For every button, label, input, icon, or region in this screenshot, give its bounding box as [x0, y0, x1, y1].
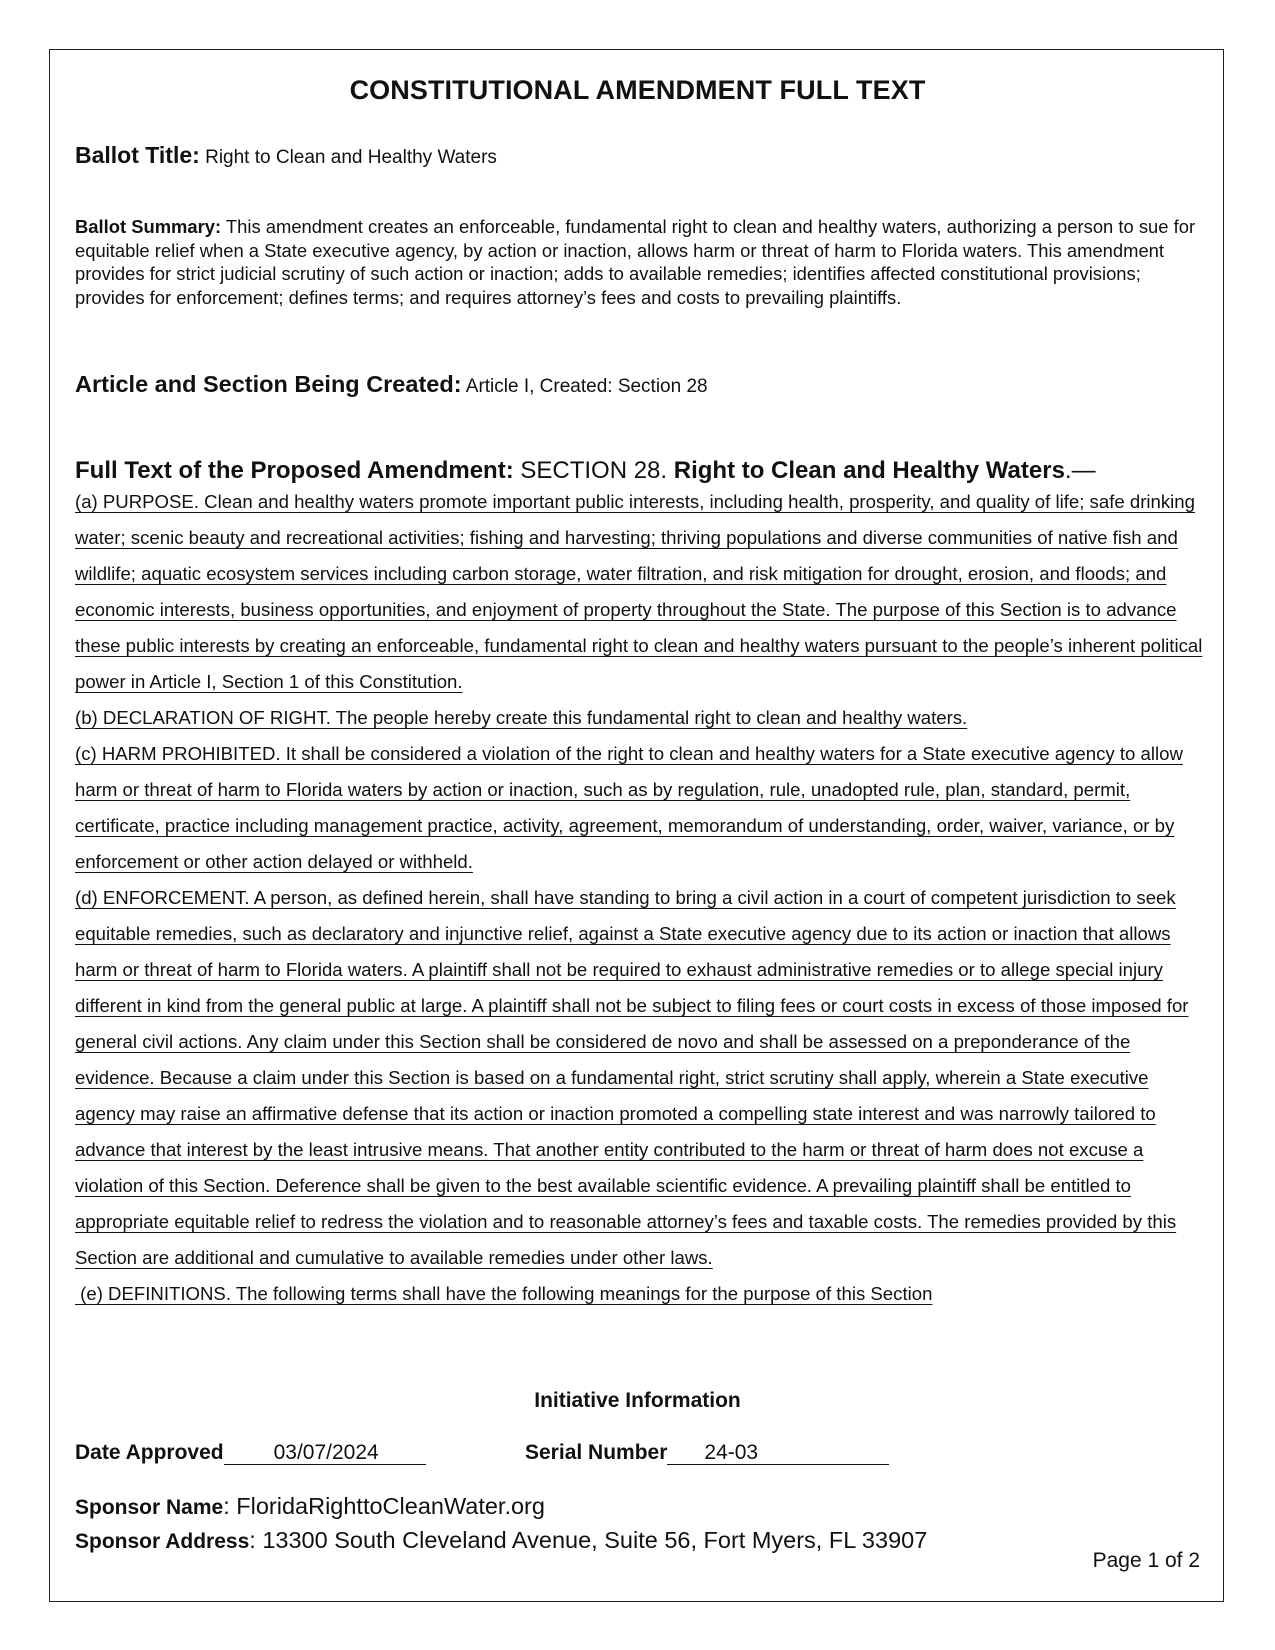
- document-title: CONSTITUTIONAL AMENDMENT FULL TEXT: [349, 75, 926, 105]
- paragraph-definitions: (e) DEFINITIONS. The following terms shall have the following meanings for the purpose of this Section: [75, 1283, 933, 1304]
- serial-number-label: Serial Number: [525, 1441, 668, 1464]
- ballot-title-label: Ballot Title:: [75, 142, 200, 168]
- ballot-title-line: [75, 142, 497, 169]
- sponsor-address-line: Sponsor Address: 13300 South Cleveland Avenue, Suite 56, Fort Myers, FL 33907: [75, 1527, 928, 1553]
- section-name: Right to Clean and Healthy Waters: [673, 457, 1065, 484]
- sponsor-block: [75, 1490, 927, 1558]
- ballot-title-value: Right to Clean and Healthy Waters: [205, 147, 497, 168]
- initiative-information-heading: Initiative Information: [534, 1389, 741, 1412]
- serial-number-value: 24-03: [667, 1442, 889, 1465]
- section-dash: .—: [1064, 457, 1096, 484]
- page-number: Page 1 of 2: [1092, 1549, 1200, 1572]
- serial-number-line: [525, 1441, 889, 1465]
- article-section-label: Article and Section Being Created:: [75, 371, 462, 397]
- ballot-summary-text: This amendment creates an enforceable, fundamental right to clean and healthy waters, authorizing a person to sue for equitable relief when a State executive agency, by action or inaction, allows harm or threat of harm to Florida waters. This amendment provides for strict judicial scrutiny of such action or inaction; adds to available remedies; identifies affected constitutional provisions; provides for enforcement; defines terms; and requires attorney’s fees and costs to prevailing plaintiffs.: [75, 216, 1196, 308]
- sponsor-name-line: Sponsor Name: FloridaRighttoCleanWater.org: [75, 1493, 545, 1519]
- date-approved-value: 03/07/2024: [224, 1442, 426, 1465]
- paragraph-purpose: (a) PURPOSE. Clean and healthy waters promote important public interests, including health, prosperity, and quality of life; safe drinking water; scenic beauty and recreational activities; fishing and harvesting; thriving populations and diverse communities of native fish and wildlife; aquatic ecosystem services including carbon storage, water filtration, and risk mitigation for drought, erosion, and floods; and economic interests, business opportunities, and enjoyment of property throughout the State. The purpose of this Section is to advance these public interests by creating an enforceable, fundamental right to clean and healthy waters pursuant to the people’s inherent political power in Article I, Section 1 of this Constitution.: [75, 491, 1203, 692]
- ballot-summary: [75, 215, 1205, 309]
- date-approved-line: [75, 1441, 426, 1465]
- article-section-value: Article I, Created: Section 28: [465, 376, 708, 397]
- paragraph-declaration: (b) DECLARATION OF RIGHT. The people hereby create this fundamental right to clean and healthy waters.: [75, 707, 968, 728]
- paragraph-harm-prohibited: (c) HARM PROHIBITED. It shall be considered a violation of the right to clean and healthy waters for a State executive agency to allow harm or threat of harm to Florida waters by action or inaction, such as by regulation, rule, unadopted rule, plan, standard, permit, certificate, practice including management practice, activity, agreement, memorandum of understanding, order, waiver, variance, or by enforcement or other action delayed or withheld.: [75, 743, 1183, 872]
- paragraph-enforcement: (d) ENFORCEMENT. A person, as defined herein, shall have standing to bring a civil action in a court of competent jurisdiction to seek equitable remedies, such as declaratory and injunctive relief, against a State executive agency due to its action or inaction that allows harm or threat of harm to Florida waters. A plaintiff shall not be required to exhaust administrative remedies or to allege special injury different in kind from the general public at large. A plaintiff shall not be subject to filing fees or court costs in excess of those imposed for general civil actions. Any claim under this Section shall be considered de novo and shall be assessed on a preponderance of the evidence. Because a claim under this Section is based on a fundamental right, strict scrutiny shall apply, wherein a State executive agency may raise an affirmative defense that its action or inaction promoted a compelling state interest and was narrowly tailored to advance that interest by the least intrusive means. That another entity contributed to the harm or threat of harm does not excuse a violation of this Section. Deference shall be given to the best available scientific evidence. A prevailing plaintiff shall be entitled to appropriate equitable relief to redress the violation and to reasonable attorney’s fees and taxable costs. The remedies provided by this Section are additional and cumulative to available remedies under other laws.: [75, 887, 1189, 1268]
- full-text-heading: [75, 457, 1096, 485]
- section-number: SECTION 28.: [520, 457, 668, 484]
- ballot-summary-label: Ballot Summary:: [75, 216, 222, 237]
- sponsor-address-label: Sponsor Address: [75, 1530, 250, 1553]
- amendment-text: [75, 484, 1210, 1312]
- sponsor-address-value: 13300 South Cleveland Avenue, Suite 56, Fort Myers, FL 33907: [262, 1527, 928, 1553]
- date-approved-label: Date Approved: [75, 1441, 224, 1464]
- sponsor-name-value: FloridaRighttoCleanWater.org: [236, 1493, 545, 1519]
- sponsor-name-label: Sponsor Name: [75, 1496, 224, 1519]
- full-text-label: Full Text of the Proposed Amendment:: [75, 457, 514, 484]
- article-section-line: [75, 371, 708, 398]
